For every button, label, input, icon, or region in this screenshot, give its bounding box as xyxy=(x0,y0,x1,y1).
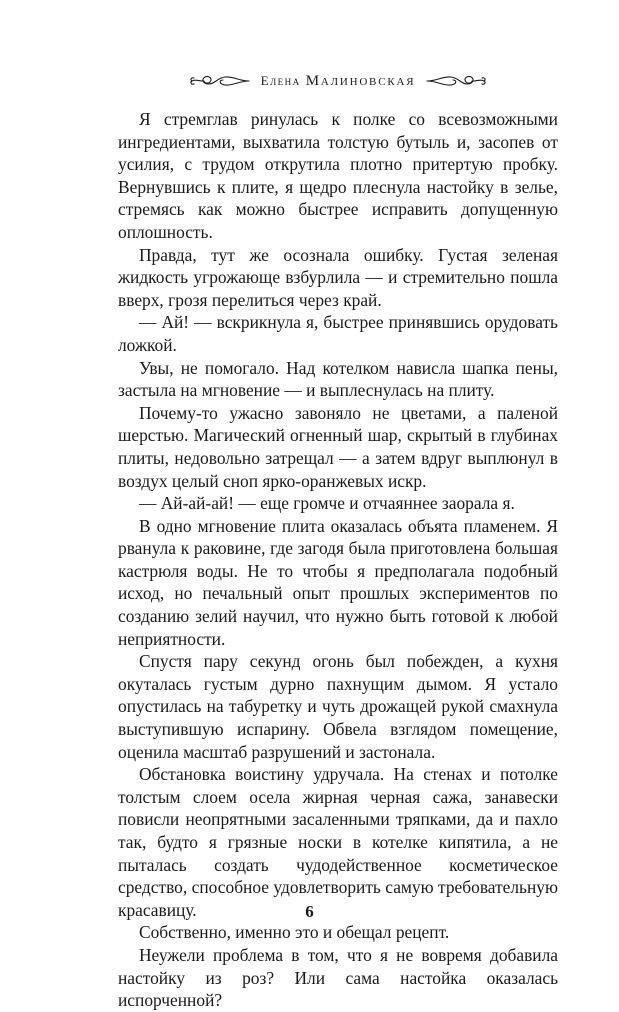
paragraph: Неужели проблема в том, что я не вовремя добавила настойку из роз? Или сама настойка оказалась испорченной? xyxy=(118,944,558,1011)
paragraph: Спустя пару секунд огонь был побежден, а кухня окуталась густым дурно пахнущим дымом. Я устало опустилась на табуретку и чуть дрожащей рукой смахнула выступившую испарину. Обвела взглядом помещение, оценила масштаб разрушений и застонала. xyxy=(118,651,558,762)
paragraph: Обстановка воистину удручала. На стенах и потолке толстым слоем осела жирная черная сажа, занавески повисли неопрятными засаленными тряпками, да и пахло так, будто я грязные носки в котелке кипятила, а не пыталась создать чудодейственное косметическое средство, способное удовлетворить самую требовательную красавицу. xyxy=(118,764,558,920)
paragraph: Собственно, именно это и обещал рецепт. xyxy=(139,922,450,943)
paragraph: Правда, тут же осознала ошибку. Густая зеленая жидкость угрожающе взбурлила — и стремительно пошла вверх, грозя перелиться через край. xyxy=(118,244,558,310)
body-text xyxy=(118,108,558,1012)
author-last-name: Малиновская xyxy=(305,72,416,89)
right-flourish-icon xyxy=(425,72,487,90)
paragraph: — Ай! — вскрикнула я, быстрее принявшись орудовать ложкой. xyxy=(118,312,558,355)
paragraph: В одно мгновение плита оказалась объята пламенем. Я рванула к раковине, где загодя была приготовлена большая кастрюля воды. Не то чтобы я предполагала подобный исход, но печальный опыт прошлых экспериментов по созданию зелий научил, что нужно быть готовой к любой неприятности. xyxy=(118,515,558,649)
paragraph: — Ай-ай-ай! — еще громче и отчаяннее заорала я. xyxy=(139,493,515,514)
running-header xyxy=(118,68,558,94)
author-first-name: Елена xyxy=(260,72,301,88)
paragraph: Увы, не помогало. Над котелком нависла шапка пены, застыла на мгновение — и выплеснулась на плиту. xyxy=(118,357,558,401)
left-flourish-icon xyxy=(189,72,251,90)
page-number: 6 xyxy=(305,902,314,921)
paragraph: Я стремглав ринулась к полке со всевозможными ингредиентами, выхватила толстую бутыль и, засопев от усилия, с трудом открутила плотно притертую пробку. Вернувшись к плите, я щедро плеснула настойку в зелье, стремясь как можно быстрее исправить допущенную оплошность. xyxy=(118,109,558,242)
paragraph: Почему-то ужасно завоняло не цветами, а паленой шерстью. Магический огненный шар, скрытый в глубинах плиты, недовольно затрещал — а затем вдруг выплюнул в воздух целый сноп ярко-оранжевых искр. xyxy=(118,402,558,491)
running-head-author xyxy=(261,73,416,90)
